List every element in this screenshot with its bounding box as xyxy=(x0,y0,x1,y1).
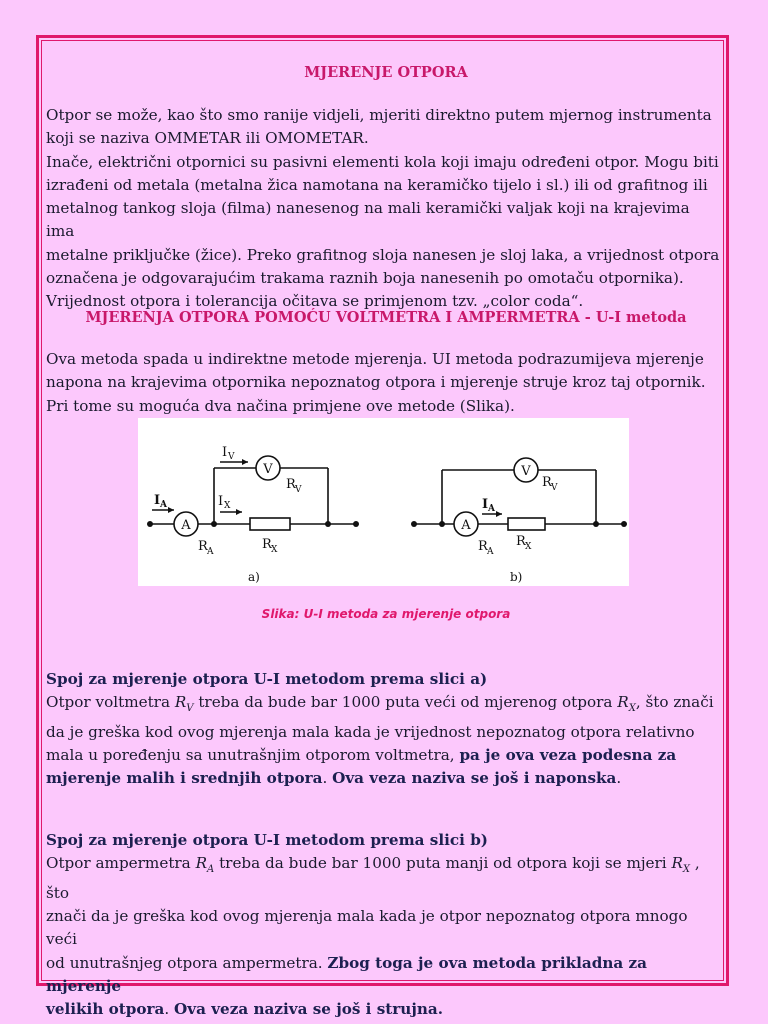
intro-line: metalne priključke (žice). Preko grafitnog sloja nanesen je sloj laka, a vrijednost otpora xyxy=(46,245,720,264)
label-ix-sub: X xyxy=(224,501,231,511)
node-dot xyxy=(147,521,153,527)
label-ia-sub: A xyxy=(160,500,167,510)
text-run: , što znači xyxy=(635,693,714,712)
symbol-sub: V xyxy=(186,703,194,715)
symbol: R xyxy=(617,693,629,712)
label-rx-b-sub: X xyxy=(525,542,532,552)
text-run: treba da bude bar 1000 puta manji od otpora koji se mjeri xyxy=(214,854,672,873)
ammeter-label-a: A xyxy=(181,518,191,533)
label-rv-b: R xyxy=(542,475,552,490)
label-ra-sub: A xyxy=(207,547,214,557)
symbol: R xyxy=(195,854,208,873)
section-b-line: znači da je greška kod ovog mjerenja mala kada je otpor nepoznatog otpora mnogo veći xyxy=(46,906,688,949)
text-run: . xyxy=(322,769,333,788)
label-rv-sub: V xyxy=(295,485,302,495)
symbol-sub: X xyxy=(628,703,636,715)
symbol: R xyxy=(174,693,187,712)
intro-line: označena je odgovarajućim trakama raznih boja nanesenih po omotaču otpornika). xyxy=(46,269,684,288)
text-run: , što xyxy=(46,854,700,902)
section-b-title: Spoj za mjerenje otpora U-I metodom prema slici b) xyxy=(46,831,488,849)
section-a-line xyxy=(46,691,722,720)
label-rx: R xyxy=(262,537,272,552)
intro-line: Vrijednost otpora i tolerancija očitava se primjenom tzv. „color coda“. xyxy=(46,292,584,311)
section-b xyxy=(46,829,722,1021)
text-run: treba da bude bar 1000 puta veći od mjerenog otpora xyxy=(193,693,618,712)
node-dot xyxy=(593,521,599,527)
text-run: Otpor ampermetra xyxy=(46,854,196,873)
text-run: . xyxy=(164,1000,175,1019)
arrow-head xyxy=(242,459,248,465)
intro-line: Otpor se može, kao što smo ranije vidjeli, mjeriti direktno putem mjernog instrumenta xyxy=(46,106,712,124)
node-dot xyxy=(353,521,359,527)
section-a-title: Spoj za mjerenje otpora U-I metodom prema slici a) xyxy=(46,670,488,688)
arrow-head xyxy=(496,511,502,517)
label-rv-b-sub: V xyxy=(551,483,558,493)
label-rv: R xyxy=(286,477,296,492)
circuit-figure xyxy=(138,418,629,586)
section-a xyxy=(46,668,722,791)
page-title: MJERENJE OTPORA xyxy=(304,64,468,81)
method-paragraph xyxy=(46,348,722,418)
figure-caption: Slika: U-I metoda za mjerenje otpora xyxy=(261,607,511,621)
node-dot xyxy=(621,521,627,527)
panel-label-b: b) xyxy=(510,570,523,584)
method-line: Pri tome su moguća dva načina primjene ove metode (Slika). xyxy=(46,396,515,415)
section-a-line xyxy=(46,767,722,790)
resistor-rx-b xyxy=(508,518,545,530)
voltmeter-label-a: V xyxy=(263,462,273,477)
node-dot xyxy=(325,521,331,527)
node-dot xyxy=(411,521,417,527)
text-run-bold: Zbog toga je ova metoda prikladna za mjerenje xyxy=(46,953,647,995)
text-run-bold: mjerenje malih i srednjih otpora xyxy=(46,769,323,788)
label-rx-sub: X xyxy=(271,545,278,555)
label-iv: I xyxy=(222,445,228,460)
text-run-bold: Ova veza naziva se još i naponska xyxy=(332,769,617,788)
circuit-diagram xyxy=(138,418,629,586)
label-ia-b: I xyxy=(482,497,489,512)
text-run: Otpor voltmetra xyxy=(46,693,175,712)
section-a-line xyxy=(46,744,722,767)
label-rx-b: R xyxy=(516,534,526,549)
label-ia-b-sub: A xyxy=(488,504,495,514)
section-b-line xyxy=(46,852,722,905)
text-run: mala u poređenju sa unutrašnjim otporom voltmetra, xyxy=(46,745,460,764)
text-run-bold: Ova veza naziva se još i strujna. xyxy=(174,1000,443,1019)
symbol-sub: X xyxy=(682,864,691,876)
arrow-head xyxy=(168,507,174,513)
intro-line: koji se naziva OMMETAR ili OMOMETAR. xyxy=(46,129,369,148)
label-ra: R xyxy=(198,539,208,554)
label-iv-sub: V xyxy=(228,452,235,462)
arrow-head xyxy=(236,509,242,515)
text-run-bold: pa je ova veza podesna za xyxy=(459,745,677,764)
symbol: R xyxy=(671,854,683,873)
section-a-line: da je greška kod ovog mjerenja mala kada je vrijednost nepoznatog otpora relativno xyxy=(46,722,695,741)
symbol-sub: A xyxy=(207,864,215,876)
section-b-line xyxy=(46,952,722,999)
intro-line: metalnog tankog sloja (filma) nanesenog na mali keramički valjak koji na krajevima ima xyxy=(46,199,690,241)
ammeter-label-b: A xyxy=(461,518,471,533)
method-line: napona na krajevima otpornika nepoznatog otpora i mjerenje struje kroz taj otpornik. xyxy=(46,373,706,392)
section-heading: MJERENJA OTPORA POMOĆU VOLTMETRA I AMPERMETRA - U-I metoda xyxy=(85,309,687,326)
label-ix: I xyxy=(218,494,224,509)
text-run: od unutrašnjeg otpora ampermetra. xyxy=(46,953,328,972)
text-run: . xyxy=(616,769,622,788)
intro-line: Inače, električni otpornici su pasivni elementi kola koji imaju određeni otpor. Mogu biti xyxy=(46,152,719,171)
text-run-bold: velikih otpora xyxy=(46,1000,165,1019)
panel-label-a: a) xyxy=(248,570,260,584)
resistor-rx-a xyxy=(250,518,290,530)
voltmeter-label-b: V xyxy=(521,464,531,479)
section-b-line xyxy=(46,998,722,1021)
label-ra-b: R xyxy=(478,539,488,554)
intro-paragraph xyxy=(46,104,722,314)
method-line: Ova metoda spada u indirektne metode mjerenja. UI metoda podrazumijeva mjerenje xyxy=(46,350,704,368)
label-ra-b-sub: A xyxy=(487,547,494,557)
intro-line: izrađeni od metala (metalna žica namotana na keramičko tijelo i sl.) ili od grafitnog ili xyxy=(46,175,708,194)
label-ia: I xyxy=(154,493,161,508)
node-dot xyxy=(211,521,217,527)
node-dot xyxy=(439,521,445,527)
